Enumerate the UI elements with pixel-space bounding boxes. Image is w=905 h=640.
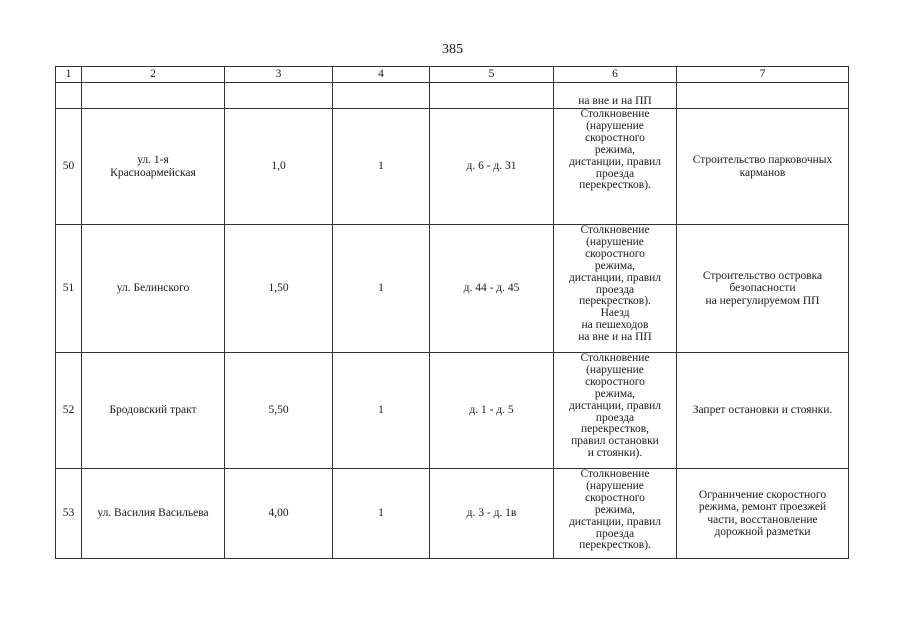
measure-cell [677,225,849,353]
violation-line: (нарушение [586,363,644,376]
violation-line: режима, [594,259,636,272]
violation-line: скоростного [585,131,645,144]
violation-line: проезда [595,411,635,424]
empty-cell [225,83,333,109]
violation-line: на вне и на ПП [578,331,652,344]
length-cell: 1,0 [225,109,333,225]
measure-line: режима, ремонт проезжей [698,501,827,513]
violation-line: дистанции, правил [568,271,662,284]
violation-line: Столкновение [580,352,650,364]
violation-line: проезда [595,527,635,540]
measure-line: Ограничение скоростного [698,488,827,501]
violation-line: режима, [594,387,636,400]
empty-cell [333,83,430,109]
violation-line: проезда [595,167,635,180]
violation-line: Столкновение [580,224,650,236]
violation-line: Наезд [600,307,630,320]
row-number-cell: 51 [56,225,82,353]
street-line: ул. 1-я [137,154,169,166]
count-cell: 1 [333,353,430,469]
count-cell: 1 [333,469,430,559]
street-cell [82,225,225,353]
measure-cell [677,469,849,559]
violation-line: дистанции, правил [568,515,662,528]
violation-line: перекрестков). [579,539,651,552]
street-cell [82,109,225,225]
measure-line: Строительство парковочных [692,154,833,166]
row-number-cell: 52 [56,353,82,469]
empty-cell [56,83,82,109]
header-cell: 2 [82,67,225,83]
street-line: ул. Белинского [116,282,190,295]
empty-cell [430,83,554,109]
header-cell: 1 [56,67,82,83]
header-cell: 5 [430,67,554,83]
measure-line: дорожной разметки [714,526,811,538]
violation-line: Столкновение [580,108,650,120]
range-cell: д. 44 - д. 45 [430,225,554,353]
violation-line: дистанции, правил [568,155,662,168]
measure-line: части, восстановление [707,513,818,526]
street-cell [82,353,225,469]
violation-line: на пешеходов [581,319,649,332]
empty-cell [677,83,849,109]
table-row [56,225,849,353]
street-line: Бродовский тракт [109,404,197,417]
violation-cell [554,353,677,469]
measure-line: карманов [739,166,786,179]
header-cell: 6 [554,67,677,83]
violation-line: режима, [594,143,636,156]
table-row [56,469,849,559]
violation-line: перекрестков). [579,295,651,308]
violation-line: (нарушение [586,235,644,248]
continuation-row [56,83,849,109]
document-table [55,66,849,559]
measure-line: Строительство островка [702,269,823,282]
violation-line: перекрестков). [579,179,651,192]
length-cell: 5,50 [225,353,333,469]
violation-line: скоростного [585,491,645,504]
street-cell [82,469,225,559]
header-cell: 3 [225,67,333,83]
violation-cell [554,469,677,559]
header-row [56,67,849,83]
violation-line: скоростного [585,247,645,260]
violation-line: дистанции, правил [568,399,662,412]
violation-line: правил остановки [571,435,659,448]
count-cell: 1 [333,109,430,225]
range-cell: д. 1 - д. 5 [430,353,554,469]
street-line: Красноармейская [110,166,196,179]
header-cell: 4 [333,67,430,83]
table-row [56,109,849,225]
row-number-cell: 53 [56,469,82,559]
count-cell: 1 [333,225,430,353]
violation-line: проезда [595,283,635,296]
violation-cell: на вне и на ПП [554,83,677,109]
length-cell: 1,50 [225,225,333,353]
empty-cell [82,83,225,109]
measure-line: на нерегулируемом ПП [705,294,820,307]
violation-cell [554,109,677,225]
range-cell: д. 6 - д. 31 [430,109,554,225]
range-cell: д. 3 - д. 1в [430,469,554,559]
measure-line: Запрет остановки и стоянки. [692,404,833,417]
violation-cell [554,225,677,353]
violation-line: и стоянки). [587,447,643,460]
violation-line: скоростного [585,375,645,388]
measure-cell [677,109,849,225]
violation-line: (нарушение [586,119,644,132]
length-cell: 4,00 [225,469,333,559]
violation-line: Столкновение [580,468,650,480]
page-number: 385 [442,42,463,57]
header-cell: 7 [677,67,849,83]
table-row [56,353,849,469]
violation-line: (нарушение [586,479,644,492]
violation-line: перекрестков, [580,423,650,436]
row-number-cell: 50 [56,109,82,225]
measure-line: безопасности [729,282,796,295]
violation-line: режима, [594,503,636,516]
measure-cell [677,353,849,469]
street-line: ул. Василия Васильева [97,507,209,520]
